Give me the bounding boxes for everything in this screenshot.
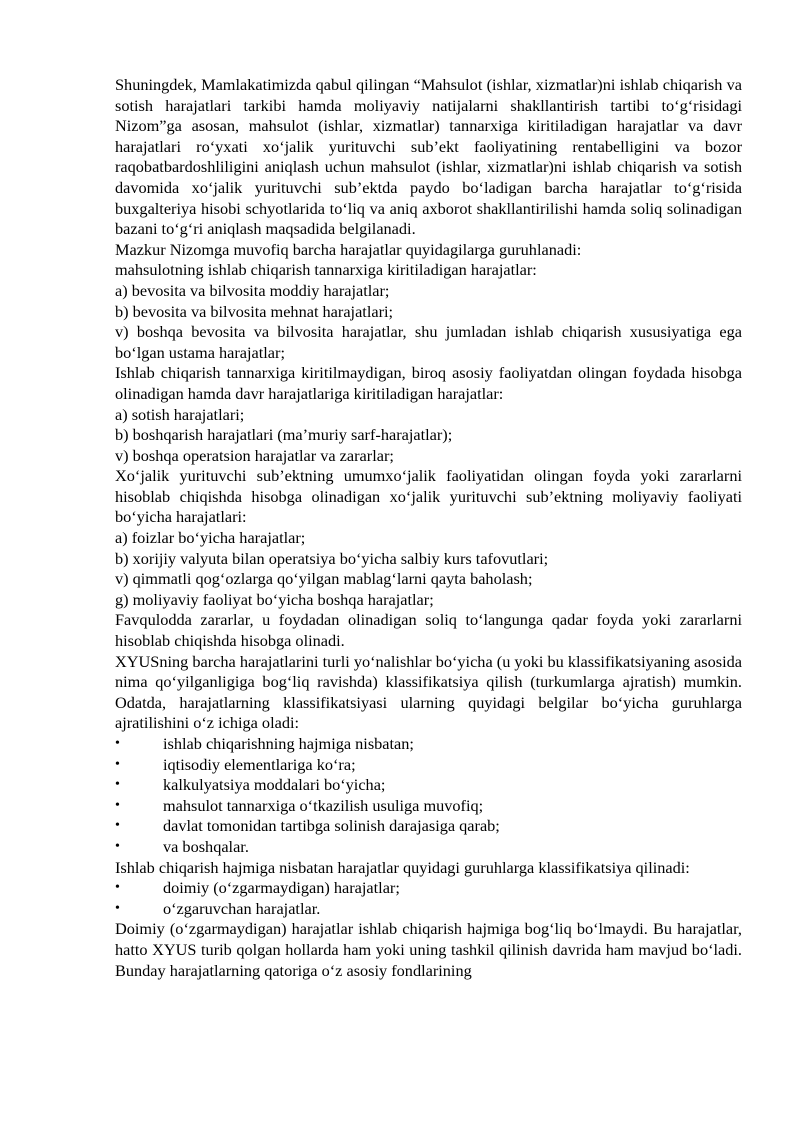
- financial-item: b) xorijiy valyuta bilan operatsiya bo‘yicha salbiy kurs tafovutlari;: [115, 548, 549, 568]
- production-cost-heading: mahsulotning ishlab chiqarish tannarxiga kiritiladigan harajatlar:: [115, 260, 537, 280]
- document-page: [115, 75, 742, 981]
- classification-bullet: [115, 837, 742, 858]
- financial-item: g) moliyaviy faoliyat bo‘yicha boshqa harajatlar;: [115, 589, 434, 609]
- bullet-text: iqtisodiy elementlariga ko‘ra;: [163, 754, 356, 774]
- bullet-text: davlat tomonidan tartibga solinish darajasiga qarab;: [163, 816, 500, 836]
- classification-bullet: [115, 775, 742, 796]
- bullet-icon: •: [115, 756, 120, 772]
- fixed-cost-paragraph: Doimiy (o‘zgarmaydigan) harajatlar ishlab chiqarish hajmiga bog‘liq bo‘lmaydi. Bu harajatlar, hatto XYUS turib qolgan hollarda ham yoki uning tashkil qilinish davrida ham mavjud bo‘ladi. Bunday harajatlarning qatoriga o‘z asosiy fondlarining: [115, 919, 742, 980]
- bullet-icon: •: [115, 777, 120, 793]
- classification-bullet: [115, 755, 742, 776]
- bullet-text: doimiy (o‘zgarmaydigan) harajatlar;: [163, 878, 400, 898]
- period-cost-item: v) boshqa operatsion harajatlar va zararlar;: [115, 445, 394, 465]
- intro-paragraph: Shuningdek, Mamlakatimizda qabul qilingan “Mahsulot (ishlar, xizmatlar)ni ishlab chiqarish va sotish harajatlari tarkibi hamda moliyaviy natijalarni shakllantirish tartibi to‘g‘risidagi Nizom”ga asosan, mahsulot (ishlar, xizmatlar) tannarxiga kiritiladigan harajatlar va davr harajatlari ro‘yxati xo‘jalik yurituvchi sub’ekt faoliyatining rentabelligini va bozor raqobatbardoshliligini aniqlash uchun mahsulot (ishlar, xizmatlar)ni ishlab chiqarish va sotish davomida xo‘jalik yurituvchi sub’ektda paydo bo‘ladigan barcha harajatlar to‘g‘risida buxgalteriya hisobi schyotlarida to‘liq va aniq axborot shakllantirilishi hamda soliq solinadigan bazani to‘g‘ri aniqlash maqsadida belgilanadi.: [115, 75, 742, 239]
- bullet-text: mahsulot tannarxiga o‘tkazilish usuliga muvofiq;: [163, 795, 484, 815]
- bullet-text: ishlab chiqarishning hajmiga nisbatan;: [163, 734, 414, 753]
- bullet-icon: •: [115, 797, 120, 813]
- bullet-icon: •: [115, 880, 120, 896]
- classification-bullet: [115, 816, 742, 837]
- period-cost-item: a) sotish harajatlari;: [115, 404, 245, 424]
- extraordinary-paragraph: Favqulodda zararlar, u foydadan olinadigan soliq to‘langunga qadar foyda yoki zararlarni hisoblab chiqishda hisobga olinadi.: [115, 610, 742, 651]
- bullet-icon: •: [115, 838, 120, 854]
- classification-bullet: [115, 796, 742, 817]
- production-cost-item: v) boshqa bevosita va bilvosita harajatlar, shu jumladan ishlab chiqarish xususiyatiga ega bo‘lgan ustama harajatlar;: [115, 322, 742, 362]
- bullet-icon: •: [115, 818, 120, 834]
- period-cost-heading: Ishlab chiqarish tannarxiga kiritilmaydigan, biroq asosiy faoliyatdan olingan foydada hisobga olinadigan hamda davr harajatlariga kiritiladigan harajatlar:: [115, 363, 742, 403]
- volume-bullet: [115, 899, 742, 920]
- volume-paragraph: Ishlab chiqarish hajmiga nisbatan harajatlar quyidagi guruhlarga klassifikatsiya qilinadi:: [115, 857, 690, 877]
- financial-item: a) foizlar bo‘yicha harajatlar;: [115, 528, 306, 548]
- bullet-icon: •: [115, 736, 120, 751]
- bullet-text: o‘zgaruvchan harajatlar.: [163, 898, 321, 918]
- volume-bullet: [115, 878, 742, 899]
- classification-paragraph: XYUSning barcha harajatlarini turli yo‘nalishlar bo‘yicha (u yoki bu klassifikatsiyaning asosida nima qo‘yilganligiga bog‘liq ravishda) klassifikatsiya qilish (turkumlarga ajratish) mumkin. Odatda, harajatlarning klassifikatsiyasi ularning quyidagi belgilar bo‘yicha guruhlarga ajratilishini o‘z ichiga oladi:: [115, 651, 742, 733]
- production-cost-item: a) bevosita va bilvosita moddiy harajatlar;: [115, 280, 390, 300]
- production-cost-item: b) bevosita va bilvosita mehnat harajatlari;: [115, 301, 394, 321]
- period-cost-item: b) boshqarish harajatlari (ma’muriy sarf-harajatlar);: [115, 425, 453, 445]
- financial-item: v) qimmatli qog‘ozlarga qo‘yilgan mablag‘larni qayta baholash;: [115, 569, 533, 589]
- bullet-text: va boshqalar.: [163, 836, 249, 856]
- classification-bullet: [115, 734, 742, 755]
- bullet-text: kalkulyatsiya moddalari bo‘yicha;: [163, 775, 386, 795]
- financial-heading: Xo‘jalik yurituvchi sub’ektning umumxo‘jalik faoliyatidan olingan foyda yoki zararlarni hisoblab chiqishda hisobga olinadigan xo‘jalik yurituvchi sub’ektning moliyaviy faoliyati bo‘yicha harajatlari:: [115, 466, 742, 527]
- bullet-icon: •: [115, 900, 120, 916]
- group-intro: Mazkur Nizomga muvofiq barcha harajatlar quyidagilarga guruhlanadi:: [115, 239, 582, 259]
